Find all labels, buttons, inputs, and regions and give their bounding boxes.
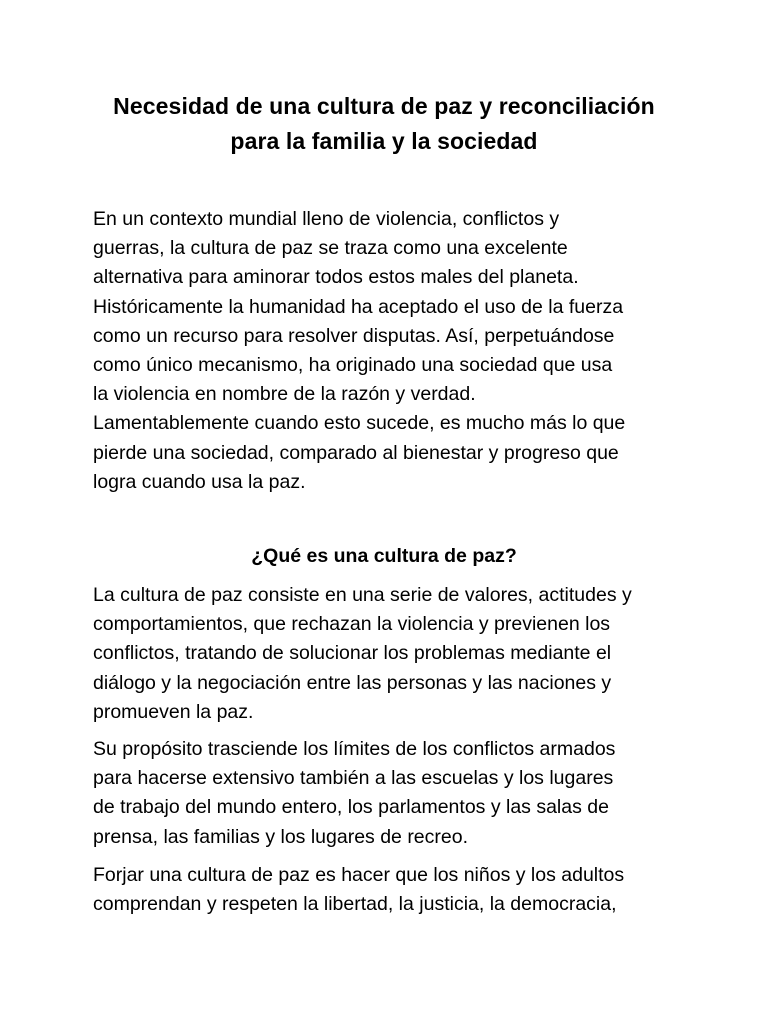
section-heading: ¿Qué es una cultura de paz? xyxy=(251,545,517,567)
text-line: Su propósito trasciende los límites de los conflictos armados xyxy=(93,738,616,760)
text-line: conflictos, tratando de solucionar los problemas mediante el xyxy=(93,642,612,665)
intro-paragraph xyxy=(93,205,693,497)
text-line: En un contexto mundial lleno de violencia, conflictos y xyxy=(93,208,560,230)
forge-paragraph xyxy=(93,861,693,919)
document-title xyxy=(60,89,708,159)
text-line: como un recurso para resolver disputas. Así, perpetuándose xyxy=(93,324,615,347)
text-line: diálogo y la negociación entre las personas y las naciones y xyxy=(93,671,612,694)
text-line: comprendan y respeten la libertad, la justicia, la democracia, xyxy=(93,893,617,916)
text-line: para hacerse extensivo también a las escuelas y los lugares xyxy=(93,767,614,790)
text-line: alternativa para aminorar todos estos males del planeta. xyxy=(93,266,579,289)
text-line: guerras, la cultura de paz se traza como una excelente xyxy=(93,237,568,260)
text-line: de trabajo del mundo entero, los parlamentos y las salas de xyxy=(93,796,609,819)
title-line: Necesidad de una cultura de paz y reconciliación xyxy=(113,93,655,119)
title-line: para la familia y la sociedad xyxy=(230,128,538,154)
text-line: promueven la paz. xyxy=(93,700,254,723)
text-line: Lamentablemente cuando esto sucede, es mucho más lo que xyxy=(93,412,626,435)
definition-paragraph xyxy=(93,581,693,727)
text-line: Forjar una cultura de paz es hacer que los niños y los adultos xyxy=(93,864,625,886)
purpose-paragraph xyxy=(93,735,693,852)
text-line: la violencia en nombre de la razón y verdad. xyxy=(93,383,476,406)
text-line: prensa, las familias y los lugares de recreo. xyxy=(93,825,469,848)
text-line: logra cuando usa la paz. xyxy=(93,470,306,493)
text-line: Históricamente la humanidad ha aceptado el uso de la fuerza xyxy=(93,295,624,318)
text-line: comportamientos, que rechazan la violencia y previenen los xyxy=(93,613,611,636)
text-line: como único mecanismo, ha originado una sociedad que usa xyxy=(93,354,613,377)
text-line: pierde una sociedad, comparado al bienestar y progreso que xyxy=(93,441,619,464)
text-line: La cultura de paz consiste en una serie de valores, actitudes y xyxy=(93,584,632,606)
